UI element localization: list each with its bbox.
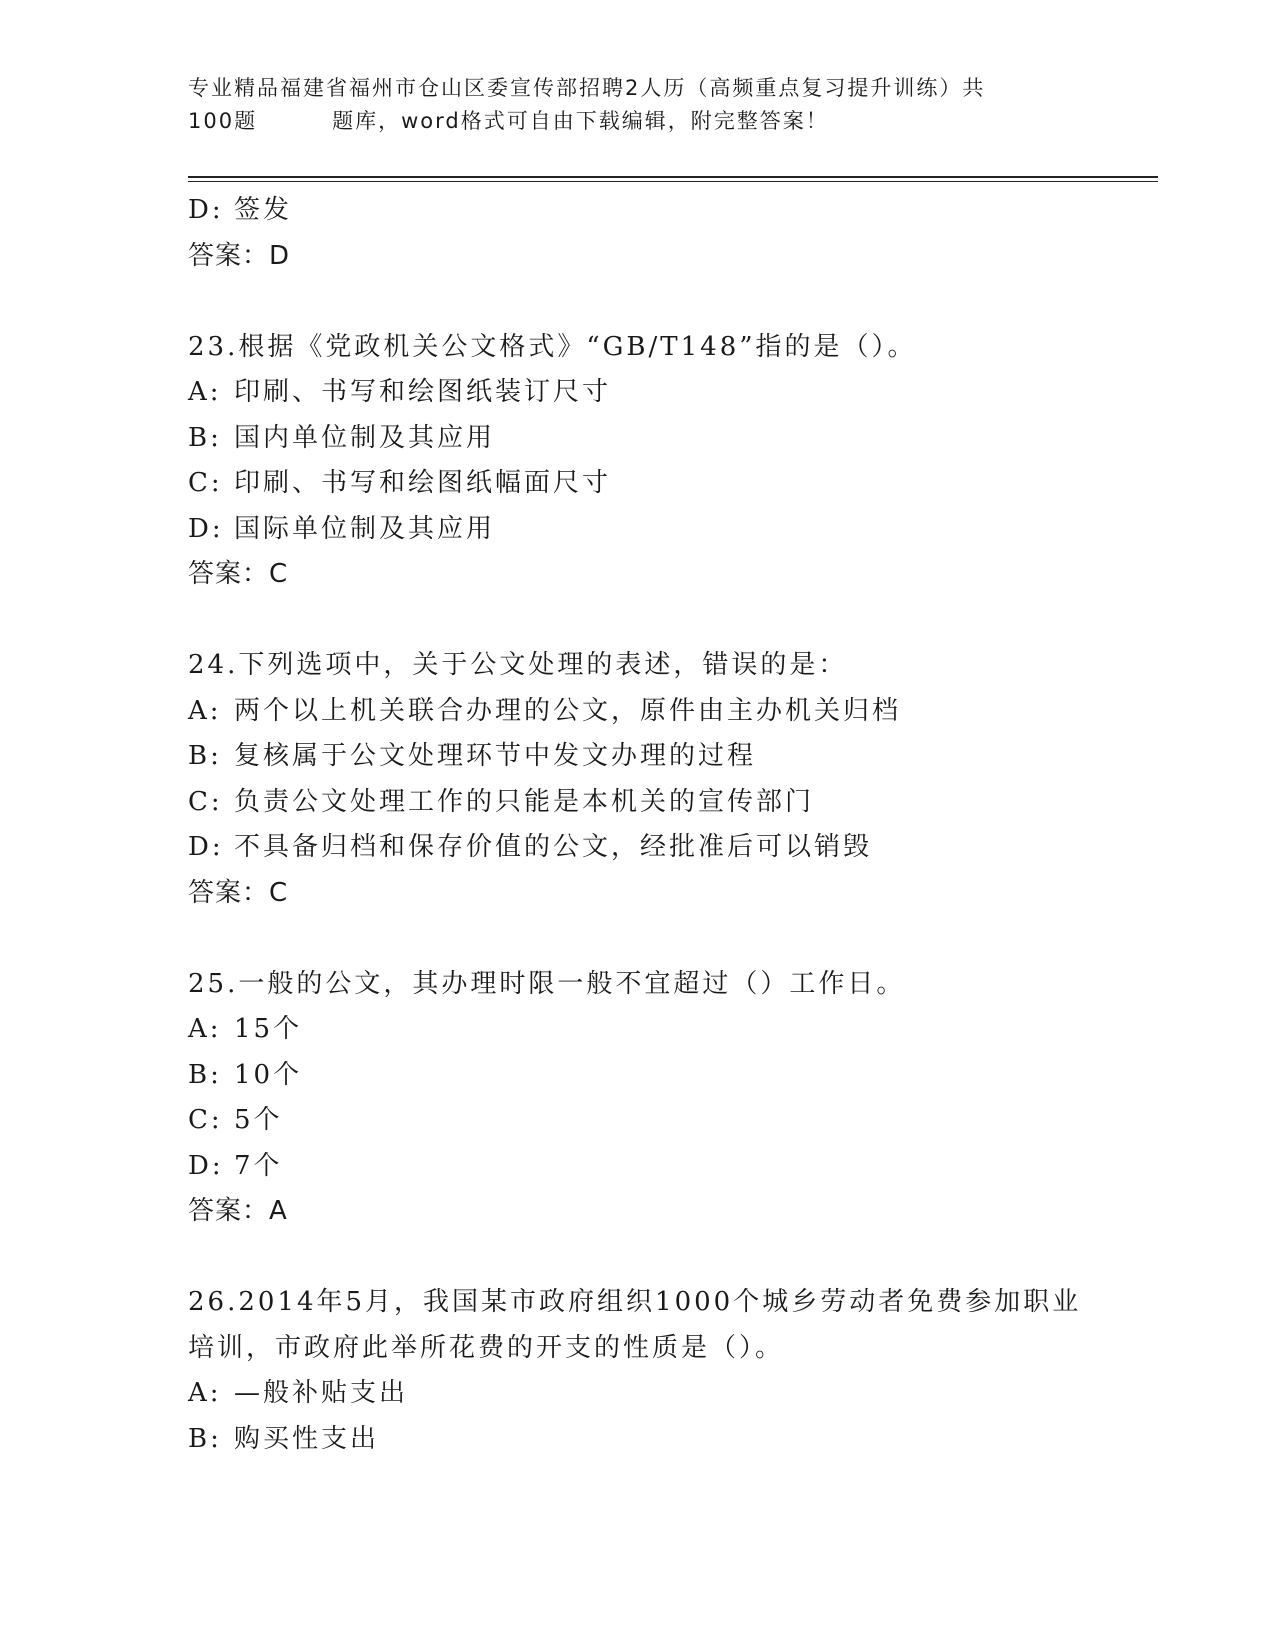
- page-header: [188, 72, 1068, 138]
- option-text: 签发: [234, 195, 293, 225]
- option-letter: B:: [188, 1423, 222, 1454]
- option-line: [188, 1371, 1088, 1417]
- option-line: [188, 1098, 1088, 1144]
- option-letter: B:: [188, 1059, 222, 1090]
- option-letter: A:: [188, 377, 222, 407]
- question-stem: 24.下列选项中，关于公文处理的表述，错误的是：: [188, 650, 848, 680]
- option-line: [188, 1053, 1088, 1099]
- question-stem: 23.根据《党政机关公文格式》“GB/T148”指的是（）。: [188, 331, 917, 362]
- option-text: 7个: [234, 1150, 283, 1181]
- option-letter: D:: [188, 1150, 224, 1181]
- option-line: [188, 188, 1088, 234]
- option-text: 国内单位制及其应用: [234, 422, 496, 453]
- option-text: 购买性支出: [234, 1423, 380, 1454]
- option-letter: C:: [188, 786, 223, 817]
- option-text: —般补贴支出: [234, 1378, 409, 1408]
- option-letter: D:: [188, 832, 224, 862]
- option-letter: B:: [188, 422, 222, 453]
- option-line: [188, 734, 1088, 780]
- answer-line: 答案：A: [188, 1196, 288, 1226]
- option-line: [188, 370, 1088, 416]
- option-text: 印刷、书写和绘图纸装订尺寸: [234, 377, 612, 407]
- option-letter: C:: [188, 1105, 223, 1135]
- option-line: [188, 1144, 1088, 1190]
- option-letter: A:: [188, 695, 222, 726]
- option-text: 负责公文处理工作的只能是本机关的宣传部门: [234, 786, 815, 817]
- answer-line: 答案：C: [188, 559, 289, 589]
- option-line: [188, 689, 1088, 735]
- option-line: [188, 1417, 1088, 1463]
- question-stem-continued: 培训，市政府此举所花费的开支的性质是（）。: [188, 1332, 785, 1363]
- option-letter: C:: [188, 468, 223, 498]
- option-text: 5个: [234, 1105, 283, 1135]
- option-letter: D:: [188, 195, 224, 225]
- question-stem: 26.2014年5月，我国某市政府组织1000个城乡劳动者免费参加职业: [188, 1287, 1082, 1317]
- option-line: [188, 461, 1088, 507]
- option-letter: D:: [188, 513, 224, 544]
- option-letter: A:: [188, 1014, 222, 1044]
- option-line: [188, 825, 1088, 871]
- option-text: 不具备归档和保存价值的公文，经批准后可以销毁: [234, 832, 873, 862]
- option-text: 印刷、书写和绘图纸幅面尺寸: [234, 468, 612, 498]
- option-letter: B:: [188, 741, 222, 771]
- option-text: 国际单位制及其应用: [234, 513, 496, 544]
- option-text: 两个以上机关联合办理的公文，原件由主办机关归档: [234, 695, 902, 726]
- header-divider-thin: [188, 181, 1158, 182]
- option-letter: A:: [188, 1378, 222, 1408]
- header-description: 题库，word格式可自由下载编辑，附完整答案！: [332, 109, 829, 133]
- header-title-line2: [188, 105, 1068, 138]
- option-text: 10个: [234, 1059, 303, 1090]
- option-text: 15个: [234, 1014, 303, 1044]
- option-line: [188, 507, 1088, 553]
- answer-line: 答案：C: [188, 877, 289, 908]
- option-line: [188, 1007, 1088, 1053]
- header-title-line1: 专业精品福建省福州市仓山区委宣传部招聘2人历（高频重点复习提升训练）共: [188, 76, 986, 100]
- option-line: [188, 780, 1088, 826]
- question-stem: 25.一般的公文，其办理时限一般不宜超过（）工作日。: [188, 968, 906, 999]
- answer-line: 答案：D: [188, 240, 291, 271]
- option-line: [188, 416, 1088, 462]
- header-question-count: 100题: [188, 109, 258, 133]
- header-divider-thick: [188, 176, 1158, 178]
- option-text: 复核属于公文处理环节中发文办理的过程: [234, 741, 757, 771]
- document-body: [188, 188, 1088, 1462]
